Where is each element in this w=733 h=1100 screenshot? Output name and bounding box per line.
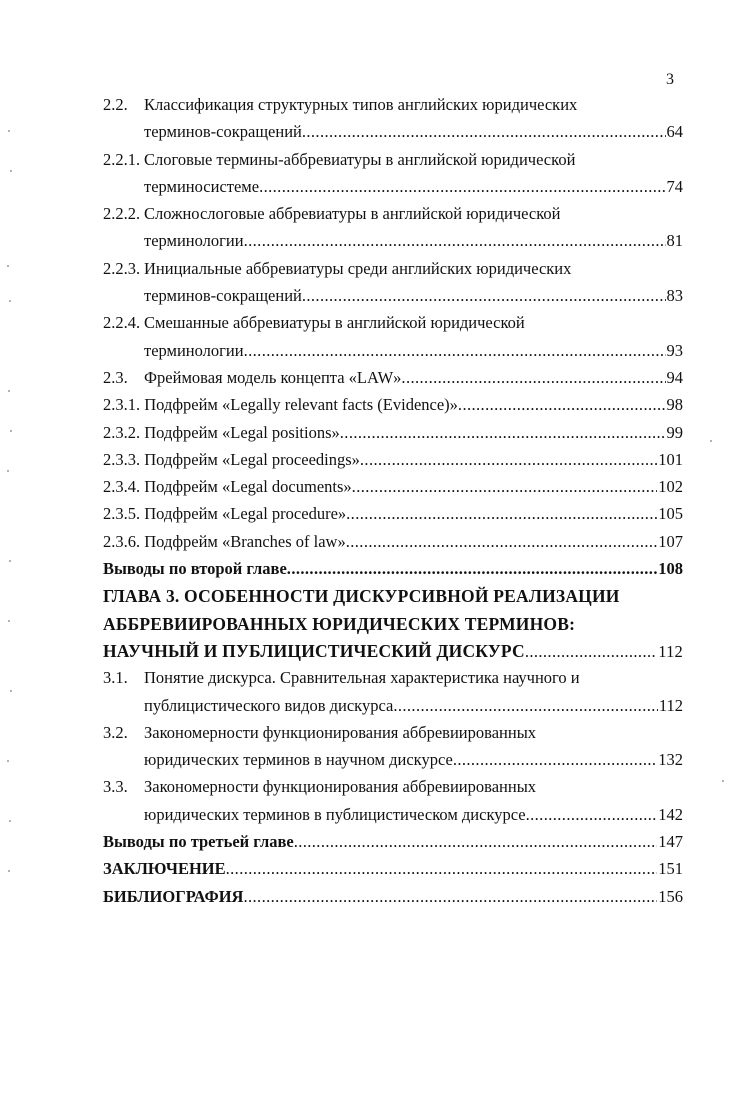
- page-number: 3: [666, 71, 674, 88]
- toc-entry-conclusion: ЗАКЛЮЧЕНИЕ ..... 151: [103, 859, 683, 886]
- toc-chapter-3-heading-end: НАУЧНЫЙ И ПУБЛИЦИСТИЧЕСКИЙ ДИСКУРС ..... 112: [103, 641, 683, 668]
- toc-page-number: 101: [658, 449, 683, 469]
- toc-entry-3-2-cont: юридических терминов в научном дискурсе ..... 132: [103, 750, 683, 777]
- toc-entry-conclusions-chapter-2: Выводы по второй главе ..... 108: [103, 559, 683, 586]
- toc-page-number: 64: [666, 122, 683, 142]
- toc-entry-3-2: 3.2. Закономерности функционирования аббревиированных: [103, 722, 537, 742]
- toc-entry-2-2-1: 2.2.1. Слоговые термины-аббревиатуры в английской юридической: [103, 149, 576, 169]
- toc-page-number: 102: [658, 477, 683, 497]
- toc-entry-2-2-3-cont: терминов-сокращений ..... 83: [103, 286, 683, 313]
- toc-page-number: 74: [666, 176, 683, 196]
- toc-page-number: 93: [666, 340, 683, 360]
- toc-entry-2-2-2-cont: терминологии ..... 81: [103, 231, 683, 258]
- toc-page-number: 132: [658, 750, 683, 770]
- toc-entry-conclusions-chapter-3: Выводы по третьей главе ..... 147: [103, 832, 683, 859]
- toc-entry-2-2-4: 2.2.4. Смешанные аббревиатуры в английской юридической: [103, 313, 525, 333]
- toc-page-number: 94: [666, 367, 683, 387]
- toc-chapter-3-heading: ГЛАВА 3. ОСОБЕННОСТИ ДИСКУРСИВНОЙ РЕАЛИЗАЦИИ: [103, 586, 620, 607]
- toc-entry-3-3: 3.3. Закономерности функционирования аббревиированных: [103, 777, 537, 797]
- toc-entry-2-2-2: 2.2.2. Сложнослоговые аббревиатуры в английской юридической: [103, 204, 561, 224]
- toc-page-number: 108: [658, 559, 683, 579]
- toc-entry-2-3-6: 2.3.6. Подфрейм «Branches of law» ..... 107: [103, 532, 683, 559]
- toc-entry-bibliography: БИБЛИОГРАФИЯ ..... 156: [103, 887, 683, 914]
- toc-page-number: 112: [658, 641, 683, 661]
- toc-page-number: 83: [666, 286, 683, 306]
- toc-entry-3-1: 3.1. Понятие дискурса. Сравнительная характеристика научного и: [103, 668, 580, 688]
- toc-page-number: 81: [666, 231, 683, 251]
- toc-entry-2-3-2: 2.3.2. Подфрейм «Legal positions» ..... 99: [103, 423, 683, 450]
- toc-entry-2-3-1: 2.3.1. Подфрейм «Legally relevant facts (Evidence)» ..... 98: [103, 395, 683, 422]
- toc-entry-3-1-cont: публицистического видов дискурса ..... 112: [103, 696, 683, 723]
- toc-page-number: 107: [658, 531, 683, 551]
- table-of-contents: [103, 95, 683, 914]
- toc-entry-2-2-3: 2.2.3. Инициальные аббревиатуры среди английских юридических: [103, 258, 572, 278]
- toc-page-number: 105: [658, 504, 683, 524]
- toc-entry-2-3-5: 2.3.5. Подфрейм «Legal procedure» ..... 105: [103, 504, 683, 531]
- toc-page-number: 99: [666, 422, 683, 442]
- toc-page-number: 98: [666, 395, 683, 415]
- toc-page-number: 156: [658, 886, 683, 906]
- toc-chapter-3-heading-cont: АББРЕВИИРОВАННЫХ ЮРИДИЧЕСКИХ ТЕРМИНОВ:: [103, 613, 576, 634]
- toc-entry-3-3-cont: юридических терминов в публицистическом дискурсе ..... 142: [103, 805, 683, 832]
- toc-page-number: 147: [658, 832, 683, 852]
- toc-entry-2-2-1-cont: терминосистеме ..... 74: [103, 177, 683, 204]
- toc-entry-2-3-3: 2.3.3. Подфрейм «Legal proceedings» ..... 101: [103, 450, 683, 477]
- toc-entry-2-2: 2.2. Классификация структурных типов английских юридических: [103, 95, 578, 114]
- toc-page-number: 142: [658, 804, 683, 824]
- toc-entry-2-2-4-cont: терминологии ..... 93: [103, 341, 683, 368]
- toc-entry-2-3: 2.3. Фреймовая модель концепта «LAW» ..... 94: [103, 368, 683, 395]
- toc-entry-2-3-4: 2.3.4. Подфрейм «Legal documents» ..... 102: [103, 477, 683, 504]
- toc-entry-2-2-cont: терминов-сокращений ..... 64: [103, 122, 683, 149]
- toc-page-number: 112: [658, 695, 683, 715]
- toc-page-number: 151: [658, 859, 683, 879]
